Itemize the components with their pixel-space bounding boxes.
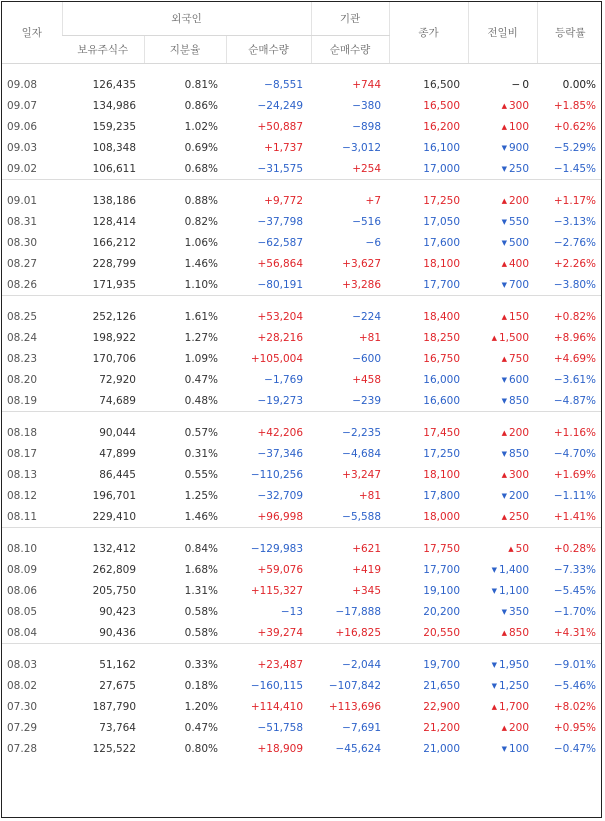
cell-holdings: 125,522 bbox=[92, 742, 136, 755]
cell-ratio: 1.31% bbox=[184, 584, 218, 597]
cell-ratio: 1.46% bbox=[184, 257, 218, 270]
header-foreign-net: 순매수량 bbox=[226, 36, 311, 64]
table-row bbox=[2, 738, 602, 759]
cell-holdings: 90,436 bbox=[99, 626, 136, 639]
cell-holdings: 51,162 bbox=[99, 658, 136, 671]
cell-foreign-net: −19,273 bbox=[257, 394, 304, 407]
cell-close: 17,450 bbox=[423, 426, 461, 439]
cell-date: 08.05 bbox=[7, 605, 38, 618]
cell-change: ▲ 200 bbox=[468, 190, 537, 211]
table-row bbox=[2, 601, 602, 622]
cell-rate: −1.70% bbox=[553, 605, 597, 618]
cell-ratio: 0.88% bbox=[184, 194, 218, 207]
cell-close: 16,600 bbox=[423, 394, 461, 407]
cell-institution-net: −5,588 bbox=[342, 510, 382, 523]
cell-foreign-net: +50,887 bbox=[257, 120, 304, 133]
cell-rate: −3.61% bbox=[553, 373, 597, 386]
cell-foreign-net: +42,206 bbox=[257, 426, 304, 439]
cell-ratio: 1.68% bbox=[184, 563, 218, 576]
cell-foreign-net: +56,864 bbox=[257, 257, 304, 270]
header-institution-net: 순매수량 bbox=[311, 36, 389, 64]
cell-close: 17,250 bbox=[423, 447, 461, 460]
table-row bbox=[2, 137, 602, 158]
cell-change: ▼ 850 bbox=[468, 443, 537, 464]
cell-holdings: 187,790 bbox=[92, 700, 136, 713]
cell-close: 17,050 bbox=[423, 215, 461, 228]
cell-institution-net: −898 bbox=[352, 120, 382, 133]
group-separator bbox=[2, 644, 602, 655]
cell-ratio: 0.81% bbox=[184, 78, 218, 91]
cell-date: 08.12 bbox=[7, 489, 38, 502]
cell-close: 17,700 bbox=[423, 278, 461, 291]
cell-date: 08.26 bbox=[7, 278, 38, 291]
cell-change: ▼ 900 bbox=[468, 137, 537, 158]
cell-date: 09.07 bbox=[7, 99, 38, 112]
cell-date: 07.28 bbox=[7, 742, 38, 755]
cell-foreign-net: +59,076 bbox=[257, 563, 304, 576]
cell-ratio: 0.69% bbox=[184, 141, 218, 154]
table-row bbox=[2, 696, 602, 717]
cell-change: ▲ 150 bbox=[468, 306, 537, 327]
cell-holdings: 126,435 bbox=[92, 78, 136, 91]
cell-date: 09.01 bbox=[7, 194, 38, 207]
table-row bbox=[2, 559, 602, 580]
cell-institution-net: −224 bbox=[352, 310, 382, 323]
cell-holdings: 228,799 bbox=[92, 257, 136, 270]
cell-institution-net: −2,235 bbox=[342, 426, 382, 439]
cell-foreign-net: −80,191 bbox=[257, 278, 304, 291]
table-row bbox=[2, 580, 602, 601]
cell-foreign-net: +53,204 bbox=[257, 310, 304, 323]
cell-date: 08.13 bbox=[7, 468, 38, 481]
cell-date: 08.11 bbox=[7, 510, 38, 523]
header-date: 일자 bbox=[2, 2, 62, 64]
cell-foreign-net: +28,216 bbox=[257, 331, 304, 344]
cell-close: 17,000 bbox=[423, 162, 461, 175]
cell-change: ▲ 1,700 bbox=[468, 696, 537, 717]
cell-holdings: 47,899 bbox=[99, 447, 136, 460]
table-row bbox=[2, 654, 602, 675]
table-row bbox=[2, 622, 602, 644]
header-holdings: 보유주식수 bbox=[62, 36, 144, 64]
cell-close: 18,100 bbox=[423, 468, 461, 481]
table-row bbox=[2, 538, 602, 559]
cell-institution-net: +345 bbox=[352, 584, 382, 597]
header-change: 전일비 bbox=[468, 2, 537, 64]
table-row bbox=[2, 211, 602, 232]
cell-foreign-net: −62,587 bbox=[257, 236, 304, 249]
cell-change: − 0 bbox=[468, 74, 537, 95]
cell-holdings: 132,412 bbox=[92, 542, 136, 555]
cell-institution-net: +7 bbox=[365, 194, 382, 207]
cell-ratio: 1.27% bbox=[184, 331, 218, 344]
cell-change: ▲ 250 bbox=[468, 506, 537, 528]
cell-foreign-net: −37,798 bbox=[257, 215, 304, 228]
cell-close: 18,400 bbox=[423, 310, 461, 323]
header-foreign: 외국인 bbox=[62, 2, 311, 36]
cell-change: ▲ 300 bbox=[468, 464, 537, 485]
header-close: 종가 bbox=[389, 2, 468, 64]
cell-holdings: 90,044 bbox=[99, 426, 136, 439]
table-row bbox=[2, 253, 602, 274]
cell-date: 08.18 bbox=[7, 426, 38, 439]
cell-change: ▼ 500 bbox=[468, 232, 537, 253]
cell-change: ▼ 200 bbox=[468, 485, 537, 506]
cell-holdings: 205,750 bbox=[92, 584, 136, 597]
cell-holdings: 72,920 bbox=[99, 373, 136, 386]
cell-rate: −7.33% bbox=[553, 563, 597, 576]
cell-ratio: 1.46% bbox=[184, 510, 218, 523]
cell-close: 16,200 bbox=[423, 120, 461, 133]
cell-holdings: 74,689 bbox=[99, 394, 136, 407]
cell-institution-net: −3,012 bbox=[342, 141, 382, 154]
cell-change: ▼ 250 bbox=[468, 158, 537, 180]
cell-close: 16,750 bbox=[423, 352, 461, 365]
cell-change: ▼ 700 bbox=[468, 274, 537, 296]
cell-ratio: 0.57% bbox=[184, 426, 218, 439]
cell-ratio: 0.47% bbox=[184, 373, 218, 386]
cell-rate: +1.41% bbox=[553, 510, 597, 523]
trading-table bbox=[2, 2, 602, 759]
cell-institution-net: −2,044 bbox=[342, 658, 382, 671]
table-row bbox=[2, 274, 602, 296]
separator-cell bbox=[2, 412, 602, 423]
cell-change: ▼ 100 bbox=[468, 738, 537, 759]
table-row bbox=[2, 348, 602, 369]
cell-change: ▲ 850 bbox=[468, 622, 537, 644]
separator-cell bbox=[2, 296, 602, 307]
cell-institution-net: −7,691 bbox=[342, 721, 382, 734]
separator-cell bbox=[2, 644, 602, 655]
cell-institution-net: +113,696 bbox=[328, 700, 382, 713]
cell-institution-net: +744 bbox=[352, 78, 382, 91]
cell-ratio: 0.48% bbox=[184, 394, 218, 407]
cell-ratio: 1.61% bbox=[184, 310, 218, 323]
cell-close: 21,200 bbox=[423, 721, 461, 734]
cell-change: ▼ 1,400 bbox=[468, 559, 537, 580]
cell-holdings: 262,809 bbox=[92, 563, 136, 576]
cell-ratio: 0.33% bbox=[184, 658, 218, 671]
cell-institution-net: +419 bbox=[352, 563, 382, 576]
cell-date: 08.09 bbox=[7, 563, 38, 576]
cell-date: 08.31 bbox=[7, 215, 38, 228]
cell-holdings: 229,410 bbox=[92, 510, 136, 523]
cell-close: 18,100 bbox=[423, 257, 461, 270]
cell-rate: −1.45% bbox=[553, 162, 597, 175]
cell-holdings: 138,186 bbox=[92, 194, 136, 207]
cell-ratio: 0.31% bbox=[184, 447, 218, 460]
cell-rate: +1.17% bbox=[553, 194, 597, 207]
cell-change: ▲ 300 bbox=[468, 95, 537, 116]
cell-foreign-net: −8,551 bbox=[264, 78, 304, 91]
cell-foreign-net: +23,487 bbox=[257, 658, 304, 671]
cell-date: 08.20 bbox=[7, 373, 38, 386]
separator-cell bbox=[2, 528, 602, 539]
cell-foreign-net: −160,115 bbox=[250, 679, 304, 692]
cell-foreign-net: −51,758 bbox=[257, 721, 304, 734]
group-separator bbox=[2, 180, 602, 191]
group-separator bbox=[2, 528, 602, 539]
table-body bbox=[2, 64, 602, 760]
cell-foreign-net: +39,274 bbox=[257, 626, 304, 639]
cell-rate: −9.01% bbox=[553, 658, 597, 671]
cell-holdings: 166,212 bbox=[92, 236, 136, 249]
cell-close: 18,250 bbox=[423, 331, 461, 344]
table-row bbox=[2, 717, 602, 738]
cell-rate: +0.82% bbox=[553, 310, 597, 323]
table-row bbox=[2, 369, 602, 390]
cell-institution-net: +16,825 bbox=[335, 626, 382, 639]
cell-foreign-net: +114,410 bbox=[250, 700, 304, 713]
cell-rate: +0.62% bbox=[553, 120, 597, 133]
cell-date: 08.23 bbox=[7, 352, 38, 365]
cell-close: 17,750 bbox=[423, 542, 461, 555]
cell-close: 16,100 bbox=[423, 141, 461, 154]
cell-date: 07.29 bbox=[7, 721, 38, 734]
cell-foreign-net: +9,772 bbox=[264, 194, 304, 207]
table-header bbox=[2, 2, 602, 64]
cell-rate: +1.69% bbox=[553, 468, 597, 481]
cell-ratio: 1.10% bbox=[184, 278, 218, 291]
cell-rate: −3.13% bbox=[553, 215, 597, 228]
cell-close: 16,500 bbox=[423, 99, 461, 112]
cell-ratio: 1.20% bbox=[184, 700, 218, 713]
cell-change: ▼ 600 bbox=[468, 369, 537, 390]
cell-foreign-net: −24,249 bbox=[257, 99, 304, 112]
cell-holdings: 252,126 bbox=[92, 310, 136, 323]
cell-foreign-net: −110,256 bbox=[250, 468, 304, 481]
cell-change: ▲ 400 bbox=[468, 253, 537, 274]
cell-foreign-net: +18,909 bbox=[257, 742, 304, 755]
cell-ratio: 1.25% bbox=[184, 489, 218, 502]
table-row bbox=[2, 116, 602, 137]
cell-institution-net: −45,624 bbox=[335, 742, 382, 755]
cell-close: 16,000 bbox=[423, 373, 461, 386]
cell-rate: −4.87% bbox=[553, 394, 597, 407]
cell-foreign-net: −31,575 bbox=[257, 162, 304, 175]
table-row bbox=[2, 158, 602, 180]
cell-institution-net: −239 bbox=[352, 394, 382, 407]
cell-change: ▼ 1,250 bbox=[468, 675, 537, 696]
header-ratio: 지분율 bbox=[144, 36, 226, 64]
cell-change: ▼ 550 bbox=[468, 211, 537, 232]
group-separator bbox=[2, 412, 602, 423]
cell-foreign-net: −129,983 bbox=[250, 542, 304, 555]
cell-rate: −5.29% bbox=[553, 141, 597, 154]
cell-date: 07.30 bbox=[7, 700, 38, 713]
cell-institution-net: −516 bbox=[352, 215, 382, 228]
cell-close: 17,600 bbox=[423, 236, 461, 249]
cell-close: 18,000 bbox=[423, 510, 461, 523]
cell-holdings: 128,414 bbox=[92, 215, 136, 228]
cell-holdings: 159,235 bbox=[92, 120, 136, 133]
cell-date: 09.08 bbox=[7, 78, 38, 91]
cell-holdings: 86,445 bbox=[99, 468, 136, 481]
cell-foreign-net: +115,327 bbox=[250, 584, 304, 597]
cell-date: 08.25 bbox=[7, 310, 38, 323]
cell-rate: +0.95% bbox=[553, 721, 597, 734]
table-row bbox=[2, 422, 602, 443]
cell-change: ▼ 1,100 bbox=[468, 580, 537, 601]
cell-institution-net: −17,888 bbox=[335, 605, 382, 618]
table-row bbox=[2, 443, 602, 464]
cell-ratio: 0.18% bbox=[184, 679, 218, 692]
table-row bbox=[2, 306, 602, 327]
cell-ratio: 0.84% bbox=[184, 542, 218, 555]
cell-change: ▼ 850 bbox=[468, 390, 537, 412]
cell-change: ▲ 200 bbox=[468, 422, 537, 443]
cell-institution-net: +254 bbox=[352, 162, 382, 175]
cell-date: 08.30 bbox=[7, 236, 38, 249]
cell-holdings: 171,935 bbox=[92, 278, 136, 291]
cell-date: 08.04 bbox=[7, 626, 38, 639]
cell-institution-net: −4,684 bbox=[342, 447, 382, 460]
cell-date: 09.06 bbox=[7, 120, 38, 133]
cell-institution-net: +3,247 bbox=[342, 468, 382, 481]
cell-ratio: 0.55% bbox=[184, 468, 218, 481]
cell-close: 17,700 bbox=[423, 563, 461, 576]
cell-ratio: 1.09% bbox=[184, 352, 218, 365]
table-row bbox=[2, 327, 602, 348]
cell-date: 08.17 bbox=[7, 447, 38, 460]
cell-holdings: 196,701 bbox=[92, 489, 136, 502]
header-institution: 기관 bbox=[311, 2, 389, 36]
cell-rate: +0.28% bbox=[553, 542, 597, 555]
table-row bbox=[2, 485, 602, 506]
cell-holdings: 170,706 bbox=[92, 352, 136, 365]
cell-institution-net: +3,627 bbox=[342, 257, 382, 270]
cell-close: 22,900 bbox=[423, 700, 461, 713]
cell-institution-net: +621 bbox=[352, 542, 382, 555]
cell-close: 19,100 bbox=[423, 584, 461, 597]
table-row bbox=[2, 232, 602, 253]
cell-rate: −3.80% bbox=[553, 278, 597, 291]
cell-foreign-net: +105,004 bbox=[250, 352, 304, 365]
cell-holdings: 108,348 bbox=[92, 141, 136, 154]
cell-change: ▼ 350 bbox=[468, 601, 537, 622]
cell-date: 09.03 bbox=[7, 141, 38, 154]
separator-cell bbox=[2, 64, 602, 75]
cell-rate: +4.31% bbox=[553, 626, 597, 639]
cell-close: 20,200 bbox=[423, 605, 461, 618]
cell-ratio: 1.06% bbox=[184, 236, 218, 249]
cell-rate: +4.69% bbox=[553, 352, 597, 365]
cell-foreign-net: −32,709 bbox=[257, 489, 304, 502]
cell-close: 16,500 bbox=[423, 78, 461, 91]
cell-foreign-net: +1,737 bbox=[264, 141, 304, 154]
header-rate: 등락률 bbox=[537, 2, 602, 64]
cell-rate: +8.96% bbox=[553, 331, 597, 344]
cell-rate: 0.00% bbox=[562, 78, 597, 91]
cell-rate: −5.45% bbox=[553, 584, 597, 597]
cell-rate: −4.70% bbox=[553, 447, 597, 460]
cell-ratio: 0.58% bbox=[184, 605, 218, 618]
cell-institution-net: −107,842 bbox=[328, 679, 382, 692]
cell-rate: −5.46% bbox=[553, 679, 597, 692]
cell-close: 17,250 bbox=[423, 194, 461, 207]
cell-institution-net: −6 bbox=[365, 236, 382, 249]
cell-ratio: 0.80% bbox=[184, 742, 218, 755]
cell-change: ▼ 1,950 bbox=[468, 654, 537, 675]
table-row bbox=[2, 190, 602, 211]
cell-foreign-net: +96,998 bbox=[257, 510, 304, 523]
cell-rate: +8.02% bbox=[553, 700, 597, 713]
cell-ratio: 0.82% bbox=[184, 215, 218, 228]
cell-ratio: 0.68% bbox=[184, 162, 218, 175]
cell-holdings: 198,922 bbox=[92, 331, 136, 344]
cell-date: 08.02 bbox=[7, 679, 38, 692]
cell-rate: −0.47% bbox=[553, 742, 597, 755]
cell-holdings: 73,764 bbox=[99, 721, 136, 734]
cell-date: 08.06 bbox=[7, 584, 38, 597]
cell-date: 08.10 bbox=[7, 542, 38, 555]
cell-ratio: 0.47% bbox=[184, 721, 218, 734]
cell-ratio: 0.86% bbox=[184, 99, 218, 112]
cell-rate: +1.16% bbox=[553, 426, 597, 439]
cell-holdings: 90,423 bbox=[99, 605, 136, 618]
cell-change: ▲ 200 bbox=[468, 717, 537, 738]
group-separator bbox=[2, 296, 602, 307]
cell-holdings: 134,986 bbox=[92, 99, 136, 112]
cell-rate: +1.85% bbox=[553, 99, 597, 112]
cell-foreign-net: −1,769 bbox=[264, 373, 304, 386]
cell-holdings: 27,675 bbox=[99, 679, 136, 692]
cell-change: ▲ 50 bbox=[468, 538, 537, 559]
cell-institution-net: +3,286 bbox=[342, 278, 382, 291]
cell-date: 08.24 bbox=[7, 331, 38, 344]
cell-date: 08.03 bbox=[7, 658, 38, 671]
cell-close: 21,650 bbox=[423, 679, 461, 692]
cell-institution-net: −600 bbox=[352, 352, 382, 365]
foreign-institution-trading-table-panel bbox=[1, 1, 602, 818]
cell-close: 19,700 bbox=[423, 658, 461, 671]
cell-institution-net: +458 bbox=[352, 373, 382, 386]
cell-foreign-net: −13 bbox=[280, 605, 304, 618]
cell-date: 09.02 bbox=[7, 162, 38, 175]
cell-institution-net: +81 bbox=[358, 331, 382, 344]
cell-rate: +2.26% bbox=[553, 257, 597, 270]
table-row bbox=[2, 675, 602, 696]
table-row bbox=[2, 95, 602, 116]
cell-close: 20,550 bbox=[423, 626, 461, 639]
separator-cell bbox=[2, 180, 602, 191]
table-row bbox=[2, 506, 602, 528]
cell-change: ▲ 750 bbox=[468, 348, 537, 369]
cell-date: 08.27 bbox=[7, 257, 38, 270]
table-row bbox=[2, 464, 602, 485]
cell-foreign-net: −37,346 bbox=[257, 447, 304, 460]
cell-close: 21,000 bbox=[423, 742, 461, 755]
table-row bbox=[2, 390, 602, 412]
cell-rate: −2.76% bbox=[553, 236, 597, 249]
cell-institution-net: −380 bbox=[352, 99, 382, 112]
cell-rate: −1.11% bbox=[553, 489, 597, 502]
cell-change: ▲ 1,500 bbox=[468, 327, 537, 348]
cell-institution-net: +81 bbox=[358, 489, 382, 502]
cell-holdings: 106,611 bbox=[92, 162, 136, 175]
table-row bbox=[2, 74, 602, 95]
cell-close: 17,800 bbox=[423, 489, 461, 502]
cell-ratio: 1.02% bbox=[184, 120, 218, 133]
cell-ratio: 0.58% bbox=[184, 626, 218, 639]
cell-date: 08.19 bbox=[7, 394, 38, 407]
group-separator bbox=[2, 64, 602, 75]
cell-change: ▲ 100 bbox=[468, 116, 537, 137]
